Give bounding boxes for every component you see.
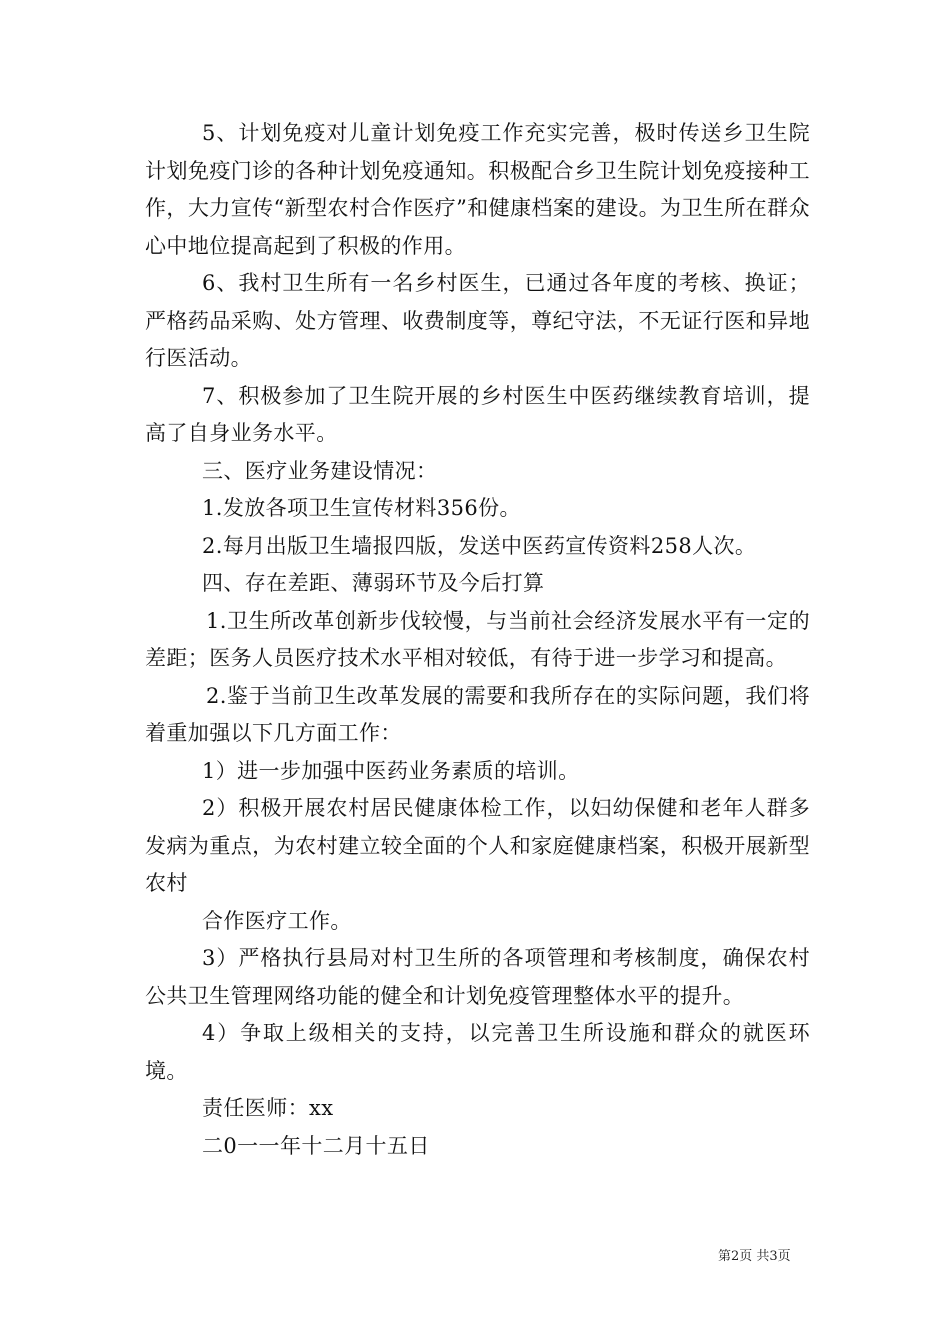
- paragraph-item-5: 5、计划免疫对儿童计划免疫工作充实完善，极时传送乡卫生院计划免疫门诊的各种计划免疫通知。积极配合乡卫生院计划免疫接种工作，大力宣传“新型农村合作医疗”和健康档案的建设。为卫生所在群众心中地位提高起到了积极的作用。: [145, 121, 810, 258]
- list-item-2: 2.每月出版卫生墙报四版，发送中医药宣传资料258人次。: [202, 533, 757, 558]
- work-item-2-continued: 合作医疗工作。: [202, 908, 352, 933]
- paragraph-item-6: 6、我村卫生所有一名乡村医生，已通过各年度的考核、换证；严格药品采购、处方管理、收费制度等，尊纪守法，不无证行医和异地行医活动。: [145, 271, 810, 370]
- page-number: 第2页 共3页: [718, 1249, 791, 1264]
- work-item-1: 1）进一步加强中医药业务素质的培训。: [202, 758, 580, 783]
- date-line: 二0一一年十二月十五日: [202, 1133, 430, 1158]
- improvement-item-1: 1.卫生所改革创新步伐较慢，与当前社会经济发展水平有一定的差距；医务人员医疗技术水平相对较低，有待于进一步学习和提高。: [145, 608, 810, 670]
- improvement-item-2: 2.鉴于当前卫生改革发展的需要和我所存在的实际问题，我们将着重加强以下几方面工作：: [145, 683, 810, 745]
- list-item-1: 1.发放各项卫生宣传材料356份。: [202, 496, 521, 520]
- section-heading-3: 三、医疗业务建设情况：: [202, 458, 438, 483]
- signature-line: 责任医师：xx: [202, 1096, 334, 1120]
- paragraph-item-7: 7、积极参加了卫生院开展的乡村医生中医药继续教育培训，提高了自身业务水平。: [145, 383, 810, 445]
- work-item-2: 2）积极开展农村居民健康体检工作，以妇幼保健和老年人群多发病为重点，为农村建立较全面的个人和家庭健康档案，积极开展新型农村: [145, 796, 810, 895]
- section-heading-4: 四、存在差距、薄弱环节及今后打算: [202, 571, 545, 595]
- work-item-4: 4）争取上级相关的支持，以完善卫生所设施和群众的就医环境。: [145, 1021, 810, 1083]
- work-item-3: 3）严格执行县局对村卫生所的各项管理和考核制度，确保农村公共卫生管理网络功能的健全和计划免疫管理整体水平的提升。: [145, 946, 810, 1008]
- document-body: [145, 115, 810, 1165]
